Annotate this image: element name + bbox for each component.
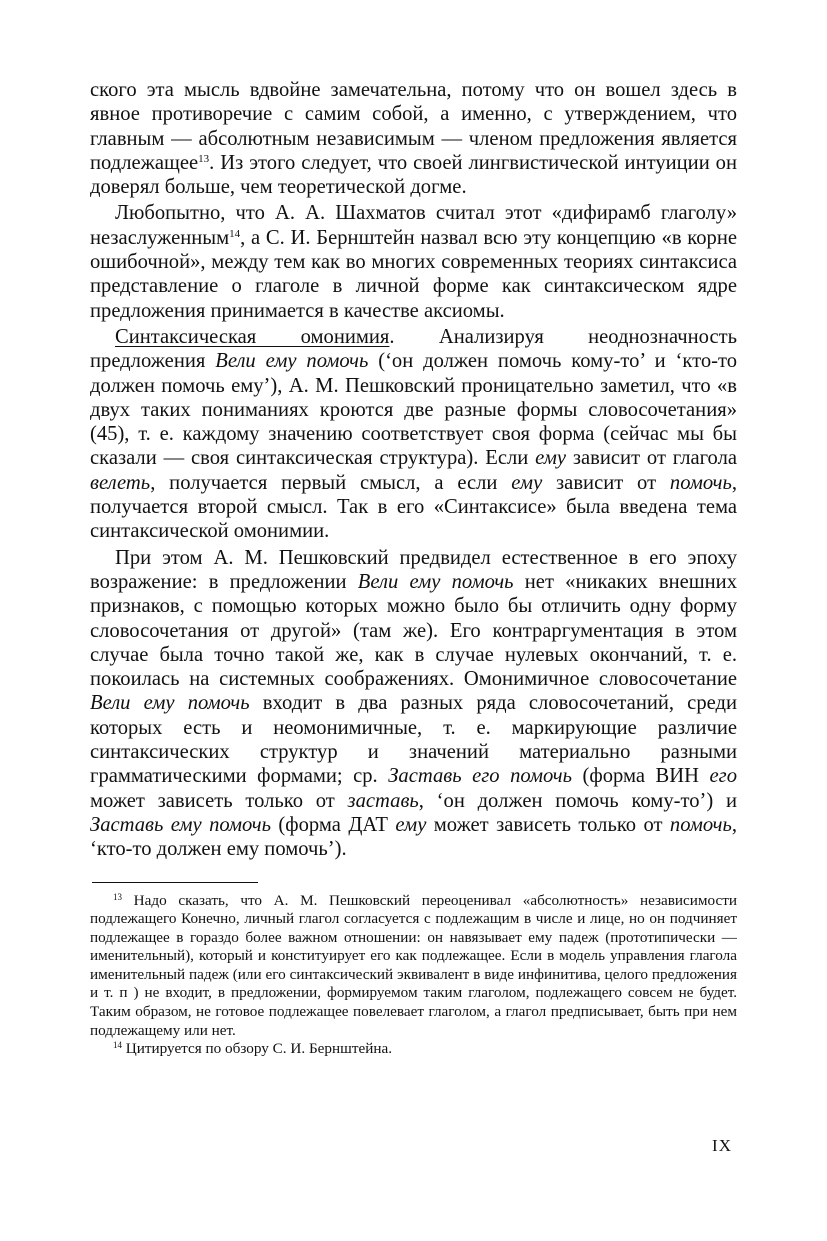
paragraph-4-text-2: нет «никаких внешних признаков, с помощью которых можно было бы отличить одну форму словосочетания от другой» (там же). Его контраргументация в этом случае была точно такой же, как в случае нулевых окончаний, т. е. покоилась на системных соображениях. Омонимичное словосочетание [90, 570, 737, 691]
paragraph-1-part-1: ского эта мысль вдвойне замечательна, потому что он вошел здесь в явное противоречие с самим собой, а именно, с утверждением, что главным — абсолютным независимым — членом предложения является подлежащее [90, 79, 737, 174]
paragraph-3-text-3: зависит от глагола [566, 447, 737, 470]
example-phrase: Вели ему помочь [90, 692, 250, 715]
example-word: велеть [90, 471, 151, 494]
paragraph-4 [90, 546, 737, 862]
paragraph-1 [90, 78, 737, 199]
paragraph-3 [90, 325, 737, 544]
example-word: помочь [669, 471, 732, 494]
paragraph-4-text-9: , ‘кто-то должен ему помочь’). [90, 813, 737, 861]
example-word: ему [395, 813, 427, 836]
paragraph-4-text-8: может зависеть только от [426, 813, 670, 836]
paragraph-4-text-4: (форма ВИН [571, 765, 710, 788]
paragraph-2-part-2: , а С. И. Бернштейн назвал всю эту концепцию «в корне ошибочной», между тем как во многих современных теориях синтаксиса представление о глаголе в личной форме как синтаксическом ядре предложения принимается в качестве аксиомы. [90, 226, 737, 322]
footnote-number: 14 [113, 1040, 122, 1051]
footnote-ref-13: 13 [198, 152, 210, 165]
example-word: помочь [669, 813, 732, 836]
paragraph-2-part-1: Любопытно, что А. А. Шахматов считал этот «дифирамб глаголу» незаслуженным [90, 202, 737, 249]
footnotes [90, 892, 737, 1059]
paragraph-4-text-6: , ‘он должен помочь кому-то’) и [418, 789, 737, 812]
book-page [90, 78, 737, 1059]
footnote-14 [90, 1040, 737, 1059]
paragraph-3-text-2: (‘он должен помочь кому-то’ и ‘кто-то должен помочь ему’), А. М. Пешковский проницательно заметил, что «в двух таких пониманиях кроются две разные формы словосочетания» (45), т. е. каждому значению соответствует своя форма (сейчас мы бы сказали — своя синтаксическая структура). Если [90, 350, 737, 470]
paragraph-3-text-6: , получается второй смысл. Так в его «Синтаксисе» была введена тема синтаксической омонимии. [90, 471, 737, 543]
footnote-text: Надо сказать, что А. М. Пешковский переоценивал «абсолютность» независимости подлежащего Конечно, личный глагол согласуется с подлежащим в числе и лице, но он подчиняет подлежащее в гораздо более важном отношении: он навязывает ему падеж (прототипически — именительный), который и конституирует его как подлежащее. Если в модель управления глагола именительный падеж (или его синтаксический эквивалент в виде инфинитива, целого предложения и т. п ) не входит, в предложении, формируемом таким глаголом, подлежащего совсем не будет. Таким образом, не готовое подлежащее повелевает глаголом, а глагол предписывает, быть при нем подлежащему или нет. [90, 891, 737, 1039]
paragraph-4-text-5: может зависеть только от [90, 789, 348, 812]
paragraph-3-text-5: зависит от [542, 471, 670, 494]
paragraph-3-text-1: . Анализируя неоднозначность предложения [90, 325, 737, 373]
paragraph-2 [90, 201, 737, 322]
paragraph-1-part-2: . Из этого следует, что своей лингвистической интуиции он доверял больше, чем теоретической догме. [90, 151, 737, 199]
example-phrase: Вели ему помочь [215, 350, 369, 373]
footnote-ref-14: 14 [229, 227, 241, 240]
example-phrase: Заставь ему помочь [90, 813, 271, 836]
paragraph-4-text-1: При этом А. М. Пешковский предвидел естественное в его эпоху возражение: в предложении [90, 546, 737, 593]
paragraph-3-text-4: , получается первый смысл, а если [150, 471, 512, 494]
footnote-text: Цитируется по обзору С. И. Бернштейна. [122, 1040, 392, 1058]
example-word: ему [535, 447, 567, 470]
footnote-number: 13 [113, 891, 122, 902]
example-word: его [709, 765, 737, 788]
main-text [90, 78, 737, 862]
page-number: IX [712, 1136, 732, 1155]
example-phrase: Заставь его помочь [388, 765, 572, 788]
section-heading-syntactic-homonymy: Синтаксическая омонимия [115, 325, 390, 348]
paragraph-4-text-3: входит в два разных ряда словосочетаний, среди которых есть и неомонимичные, т. е. маркирующие различие синтаксических структур и значений материально разными грамматическими формами; ср. [90, 692, 737, 788]
example-word: ему [511, 471, 543, 494]
example-phrase: Вели ему помочь [357, 570, 514, 593]
footnote-divider [92, 882, 258, 883]
footnote-13 [90, 892, 737, 1041]
example-word: заставь [347, 789, 419, 812]
paragraph-4-text-7: (форма ДАТ [271, 813, 396, 836]
